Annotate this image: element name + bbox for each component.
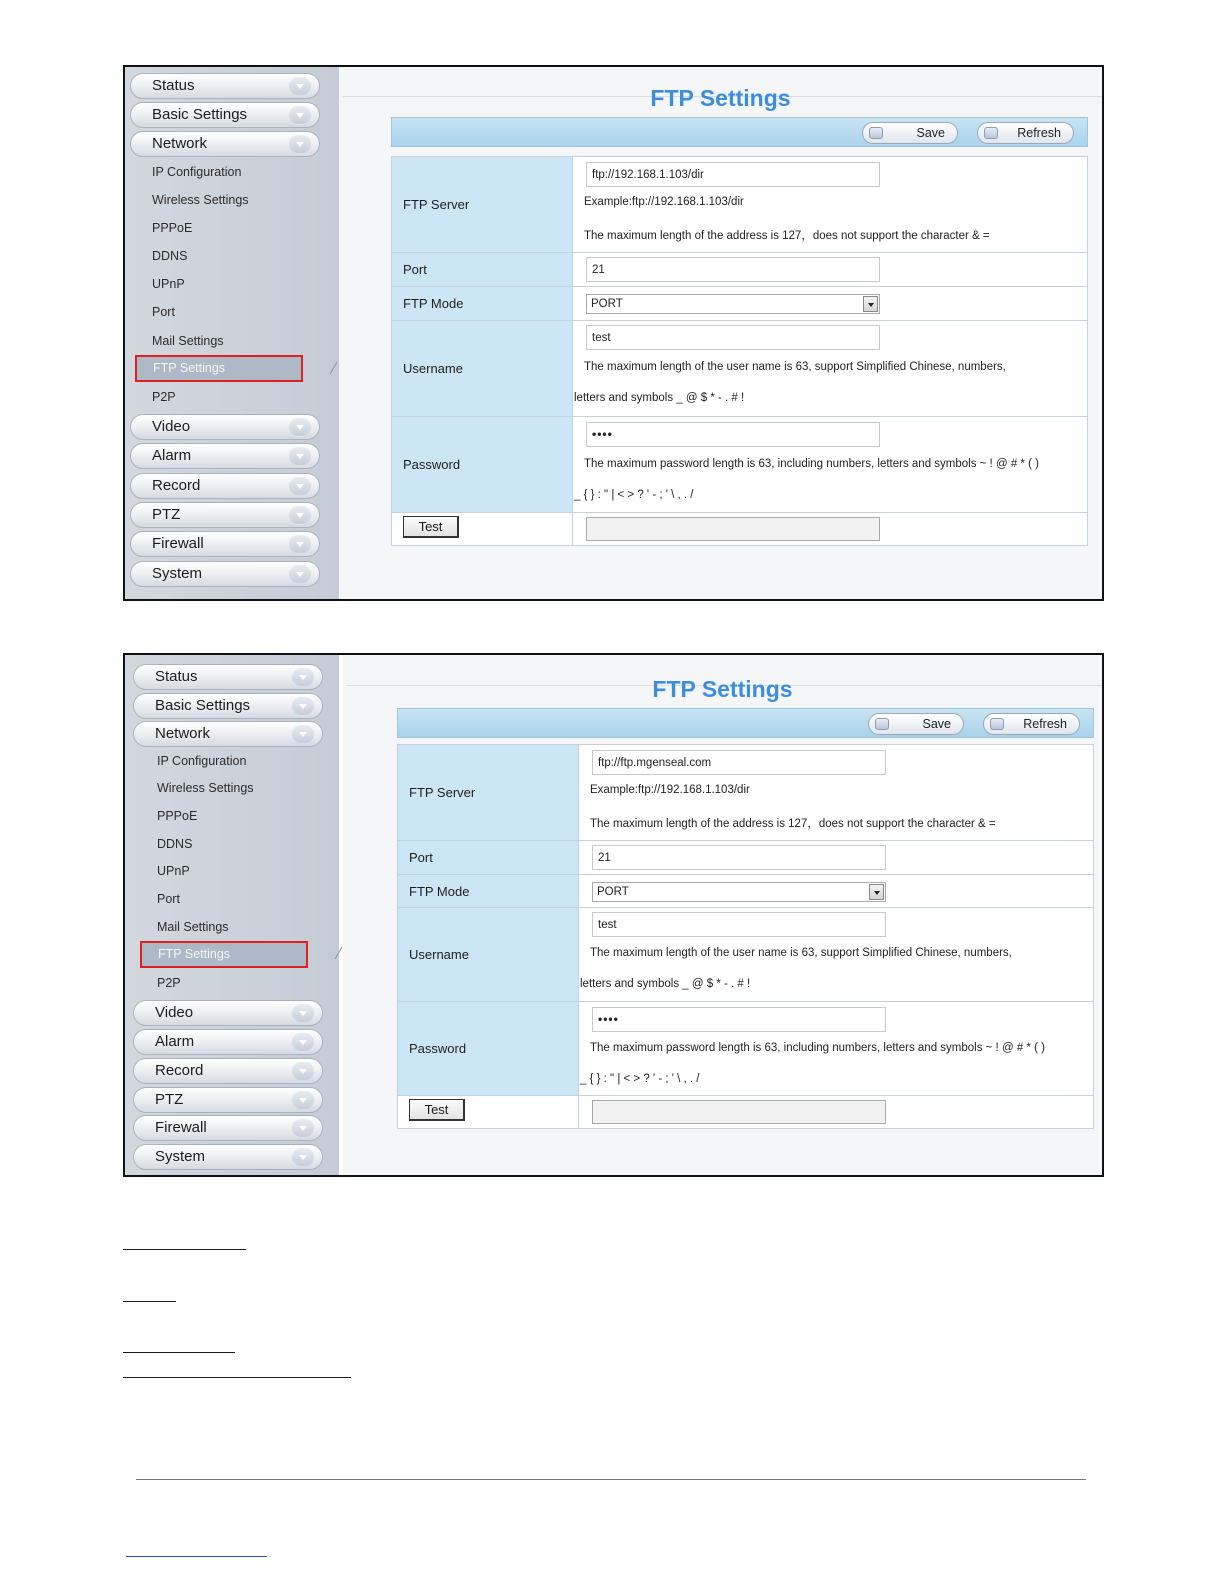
menu-network[interactable] — [133, 721, 323, 747]
sidebar-item-ip-configuration[interactable]: IP Configuration — [157, 754, 247, 768]
username-note-2: letters and symbols _ @ $ * - . # ! — [574, 392, 745, 404]
sidebar-item-upnp[interactable]: UPnP — [152, 277, 185, 291]
sidebar-item-wireless-settings[interactable]: Wireless Settings — [157, 781, 254, 795]
password-input[interactable]: •••• — [586, 422, 880, 447]
menu-ptz[interactable] — [133, 1087, 323, 1113]
ftp-mode-select[interactable] — [592, 882, 886, 902]
row-username — [392, 321, 1087, 417]
menu-video[interactable] — [130, 414, 320, 440]
row-test — [392, 513, 1087, 545]
sidebar-item-p2p[interactable]: P2P — [157, 976, 181, 990]
underline-mark — [123, 1249, 246, 1250]
ftp-server-example: Example:ftp://192.168.1.103/dir — [584, 196, 744, 208]
username-label: Username — [392, 321, 573, 416]
screenshot-ftp-settings-default — [123, 65, 1104, 601]
menu-network[interactable] — [130, 131, 320, 157]
row-ftp-mode — [398, 875, 1093, 908]
row-ftp-mode — [392, 287, 1087, 321]
underline-mark — [123, 1301, 176, 1302]
save-icon — [875, 718, 889, 730]
save-button[interactable] — [868, 713, 964, 735]
menu-basic-settings[interactable] — [133, 693, 323, 719]
save-label: Save — [916, 126, 945, 140]
port-input[interactable] — [586, 257, 880, 282]
row-username — [398, 908, 1093, 1002]
port-cell — [573, 253, 1087, 286]
page-title: FTP Settings — [650, 85, 791, 111]
chevron-down-icon — [289, 135, 311, 153]
username-note-1: The maximum length of the user name is 63, support Simplified Chinese, numbers, — [584, 361, 1006, 373]
username-note-1: The maximum length of the user name is 63, support Simplified Chinese, numbers, — [590, 947, 1012, 959]
username-note-2: letters and symbols _ @ $ * - . # ! — [580, 978, 751, 990]
save-label: Save — [922, 717, 951, 731]
sidebar-item-pppoe[interactable]: PPPoE — [152, 221, 193, 235]
refresh-button[interactable] — [977, 122, 1074, 144]
test-result-field — [586, 517, 880, 541]
sidebar-item-mail-settings[interactable]: Mail Settings — [157, 920, 229, 934]
chevron-down-icon — [292, 1062, 314, 1080]
menu-label: Record — [155, 1062, 204, 1079]
menu-system[interactable] — [133, 1144, 323, 1170]
menu-label: System — [155, 1148, 206, 1165]
ftp-server-input[interactable] — [586, 162, 880, 187]
chevron-down-icon — [292, 1148, 314, 1166]
test-result-cell — [573, 513, 1087, 545]
password-cell — [579, 1002, 1093, 1095]
footer-divider — [136, 1479, 1086, 1480]
ftp-server-cell — [579, 745, 1093, 840]
sidebar-splitter-mark — [335, 946, 343, 960]
chevron-down-icon — [289, 565, 311, 583]
menu-ptz[interactable] — [130, 502, 320, 528]
chevron-down-icon — [289, 535, 311, 553]
ftp-server-label: FTP Server — [398, 745, 579, 840]
menu-label: Firewall — [152, 535, 204, 552]
menu-label: Status — [155, 668, 198, 685]
underline-mark — [123, 1352, 235, 1353]
chevron-down-icon — [292, 1033, 314, 1051]
ftp-mode-label: FTP Mode — [392, 287, 573, 320]
test-result-field — [592, 1100, 886, 1124]
chevron-down-icon — [289, 447, 311, 465]
menu-video[interactable] — [133, 1000, 323, 1026]
menu-label: Firewall — [155, 1119, 207, 1136]
row-port — [392, 253, 1087, 287]
ftp-mode-value: PORT — [591, 298, 623, 310]
menu-label: Video — [155, 1004, 194, 1021]
ftp-server-cell — [573, 157, 1087, 252]
chevron-down-icon — [289, 106, 311, 124]
menu-label: Basic Settings — [152, 106, 248, 123]
row-password — [392, 417, 1087, 513]
password-note-1: The maximum password length is 63, including numbers, letters and symbols ~ ! @ # * ( ) — [584, 458, 1039, 470]
dropdown-arrow-icon — [869, 884, 884, 900]
menu-system[interactable] — [130, 561, 320, 587]
sidebar-item-port[interactable]: Port — [152, 305, 175, 319]
save-button[interactable] — [862, 122, 958, 144]
menu-firewall[interactable] — [130, 531, 320, 557]
password-cell — [573, 417, 1087, 512]
chevron-down-icon — [292, 725, 314, 743]
refresh-button[interactable] — [983, 713, 1080, 735]
ftp-mode-label: FTP Mode — [398, 875, 579, 907]
refresh-icon — [984, 127, 998, 139]
sidebar-item-upnp[interactable]: UPnP — [157, 864, 190, 878]
row-port — [398, 841, 1093, 875]
underline-mark — [123, 1377, 351, 1378]
ftp-server-example: Example:ftp://192.168.1.103/dir — [590, 784, 750, 796]
chevron-down-icon — [289, 506, 311, 524]
password-note-2: _ { } : " | < > ? ' - ; ' \ , . / — [574, 489, 694, 501]
menu-status[interactable] — [130, 73, 320, 99]
sidebar-item-wireless-settings[interactable]: Wireless Settings — [152, 193, 249, 207]
sidebar-item-ddns[interactable]: DDNS — [152, 249, 188, 263]
row-ftp-server — [392, 157, 1087, 253]
sidebar-item-p2p[interactable]: P2P — [152, 390, 176, 404]
menu-label: Video — [152, 418, 191, 435]
chevron-down-icon — [292, 697, 314, 715]
password-note-1: The maximum password length is 63, including numbers, letters and symbols ~ ! @ # * ( ) — [590, 1042, 1045, 1054]
sidebar-menu — [125, 67, 339, 599]
port-label: Port — [392, 253, 573, 286]
username-input[interactable] — [586, 325, 880, 350]
menu-label: System — [152, 565, 203, 582]
ftp-mode-select[interactable] — [586, 294, 880, 314]
port-label: Port — [398, 841, 579, 874]
menu-label: Alarm — [152, 447, 192, 464]
test-result-cell — [579, 1096, 1093, 1128]
toolbar — [391, 117, 1088, 147]
menu-status[interactable] — [133, 664, 323, 690]
refresh-label: Refresh — [1023, 717, 1067, 731]
ftp-mode-cell — [573, 287, 1087, 320]
menu-label: Record — [152, 477, 201, 494]
chevron-down-icon — [289, 477, 311, 495]
menu-label: Basic Settings — [155, 697, 251, 714]
sidebar-menu — [125, 655, 339, 1175]
test-button[interactable]: Test — [409, 1099, 465, 1121]
menu-label: Network — [152, 135, 208, 152]
chevron-down-icon — [292, 668, 314, 686]
main-content — [339, 67, 1102, 599]
refresh-label: Refresh — [1017, 126, 1061, 140]
sidebar-item-ftp-settings[interactable]: FTP Settings — [140, 941, 308, 968]
password-input[interactable]: •••• — [592, 1007, 886, 1032]
sidebar-item-ddns[interactable]: DDNS — [157, 837, 193, 851]
menu-label: PTZ — [155, 1091, 184, 1108]
username-cell — [579, 908, 1093, 1001]
row-ftp-server — [398, 745, 1093, 841]
footer-link-underline[interactable] — [126, 1556, 267, 1557]
menu-alarm[interactable] — [133, 1029, 323, 1055]
main-content — [343, 655, 1102, 1175]
password-note-2: _ { } : " | < > ? ' - ; ' \ , . / — [580, 1073, 700, 1085]
menu-basic-settings[interactable] — [130, 102, 320, 128]
chevron-down-icon — [292, 1004, 314, 1022]
sidebar-item-ftp-settings[interactable]: FTP Settings — [135, 355, 303, 382]
sidebar-item-ip-configuration[interactable]: IP Configuration — [152, 165, 242, 179]
sidebar-item-port[interactable]: Port — [157, 892, 180, 906]
username-label: Username — [398, 908, 579, 1001]
password-label: Password — [392, 417, 573, 512]
sidebar-item-pppoe[interactable]: PPPoE — [157, 809, 198, 823]
username-cell — [573, 321, 1087, 416]
dropdown-arrow-icon — [863, 296, 878, 312]
chevron-down-icon — [292, 1119, 314, 1137]
menu-label: PTZ — [152, 506, 181, 523]
row-test — [398, 1096, 1093, 1128]
test-cell — [392, 513, 573, 545]
ftp-mode-cell — [579, 875, 1093, 907]
save-icon — [869, 127, 883, 139]
ftp-mode-value: PORT — [597, 886, 629, 898]
menu-firewall[interactable] — [133, 1115, 323, 1141]
menu-label: Status — [152, 77, 195, 94]
ftp-server-input[interactable] — [592, 750, 886, 775]
menu-label: Alarm — [155, 1033, 195, 1050]
menu-record[interactable] — [130, 473, 320, 499]
port-cell — [579, 841, 1093, 874]
ftp-server-note: The maximum length of the address is 127，does not support the character & = — [590, 818, 996, 830]
chevron-down-icon — [292, 1091, 314, 1109]
refresh-icon — [990, 718, 1004, 730]
test-cell — [398, 1096, 579, 1128]
menu-record[interactable] — [133, 1058, 323, 1084]
ftp-settings-form — [397, 744, 1094, 1129]
username-input[interactable] — [592, 912, 886, 937]
ftp-server-label: FTP Server — [392, 157, 573, 252]
screenshot-ftp-settings-filled — [123, 653, 1104, 1177]
page-title: FTP Settings — [652, 676, 793, 702]
menu-alarm[interactable] — [130, 443, 320, 469]
chevron-down-icon — [289, 418, 311, 436]
chevron-down-icon — [289, 77, 311, 95]
password-label: Password — [398, 1002, 579, 1095]
row-password — [398, 1002, 1093, 1096]
test-button[interactable]: Test — [403, 516, 459, 538]
sidebar-splitter-mark — [330, 361, 338, 375]
sidebar-item-mail-settings[interactable]: Mail Settings — [152, 334, 224, 348]
toolbar — [397, 708, 1094, 738]
menu-label: Network — [155, 725, 211, 742]
ftp-server-note: The maximum length of the address is 127，does not support the character & = — [584, 230, 990, 242]
port-input[interactable] — [592, 845, 886, 870]
ftp-settings-form — [391, 156, 1088, 546]
